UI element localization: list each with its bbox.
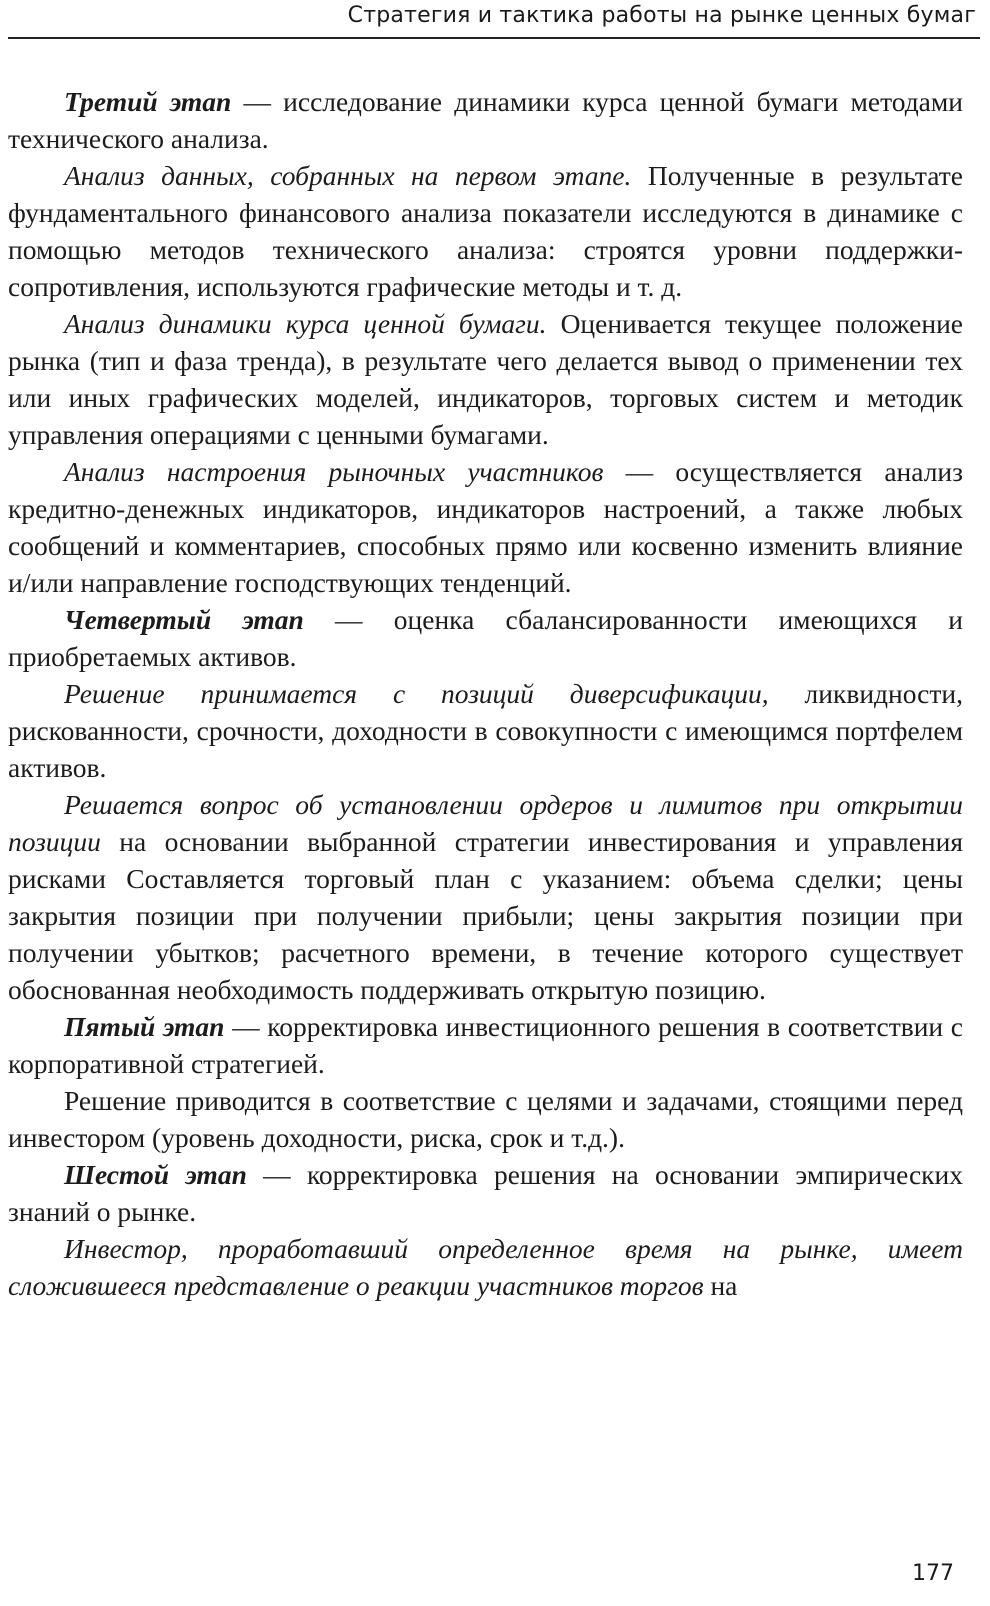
paragraph-text: — корректировка инвестиционного решения в соответствии с корпоративной стратегией. [8,1011,963,1079]
stage-heading: Пятый этап [64,1011,225,1042]
body-text [8,83,963,1304]
paragraph-price-dynamics [8,305,963,453]
italic-lead: Анализ динамики курса ценной бумаги. [64,308,547,339]
paragraph-text: Полученные в результате фундаментального финансового анализа показатели исследуются в динамике с помощью методов технического анализа: строятся уровни поддержки-сопротивления, используются графические методы и т. д. [8,160,964,302]
paragraph-stage-5 [8,1008,963,1082]
paragraph-market-sentiment [8,453,963,601]
italic-lead: Решается вопрос об установлении ордеров и лимитов при открытии позиции [8,789,963,857]
stage-heading: Четвертый этап [64,604,304,635]
stage-heading: Третий этап [64,86,232,117]
paragraph-data-analysis [8,157,963,305]
paragraph-orders-limits [8,786,963,1008]
paragraph-text: Оценивается текущее положение рынка (тип и фаза тренда), в результате чего делается вывод о применении тех или иных графических моделей, индикаторов, торговых систем и методик управления операциями с ценными бумагами. [8,308,963,450]
paragraph-text: — исследование динамики курса ценной бумаги методами технического анализа. [8,86,964,154]
italic-lead: Анализ настроения рыночных участников [64,456,604,487]
paragraph-text: — корректировка решения на основании эмпирических знаний о рынке. [8,1159,963,1227]
paragraph-text: на основании выбранной стратегии инвестирования и управления рисками Составляется торговый план с указанием: объема сделки; цены закрытия позиции при получении прибыли; цены закрытия позиции при получении убытков; расчетного времени, в течение которого существует обоснованная необходимость поддерживать открытую позицию. [8,826,963,1005]
paragraph-stage-6 [8,1156,963,1230]
paragraph-stage-3 [8,83,963,157]
paragraph-stage-4 [8,601,963,675]
stage-heading: Шестой этап [64,1159,247,1190]
running-head: Стратегия и тактика работы на рынке ценных бумаг [347,3,976,28]
italic-lead: Решение принимается с позиций диверсификации, [64,678,769,709]
page-number: 177 [912,1561,954,1586]
paragraph-text: на [703,1270,738,1301]
paragraph-experienced-investor [8,1230,963,1304]
paragraph-investor-goals [8,1082,963,1156]
paragraph-text: — осуществляется анализ кредитно-денежных индикаторов, индикаторов настроений, а также любых сообщений и комментариев, способных прямо или косвенно изменить влияние и/или направление господствующих тенденций. [8,456,963,598]
italic-lead: Инвестор, проработавший определенное время на рынке, имеет сложившееся представление о реакции участников торгов [8,1233,963,1301]
paragraph-text: ликвидности, рискованности, срочности, доходности в совокупности с имеющимся портфелем активов. [8,678,963,783]
header-rule [8,37,980,39]
paragraph-text: Решение приводится в соответствие с целями и задачами, стоящими перед инвестором (уровень доходности, риска, срок и т.д.). [8,1085,963,1153]
paragraph-diversification [8,675,963,786]
italic-lead: Анализ данных, собранных на первом этапе. [64,160,632,191]
paragraph-text: — оценка сбалансированности имеющихся и приобретаемых активов. [8,604,963,672]
